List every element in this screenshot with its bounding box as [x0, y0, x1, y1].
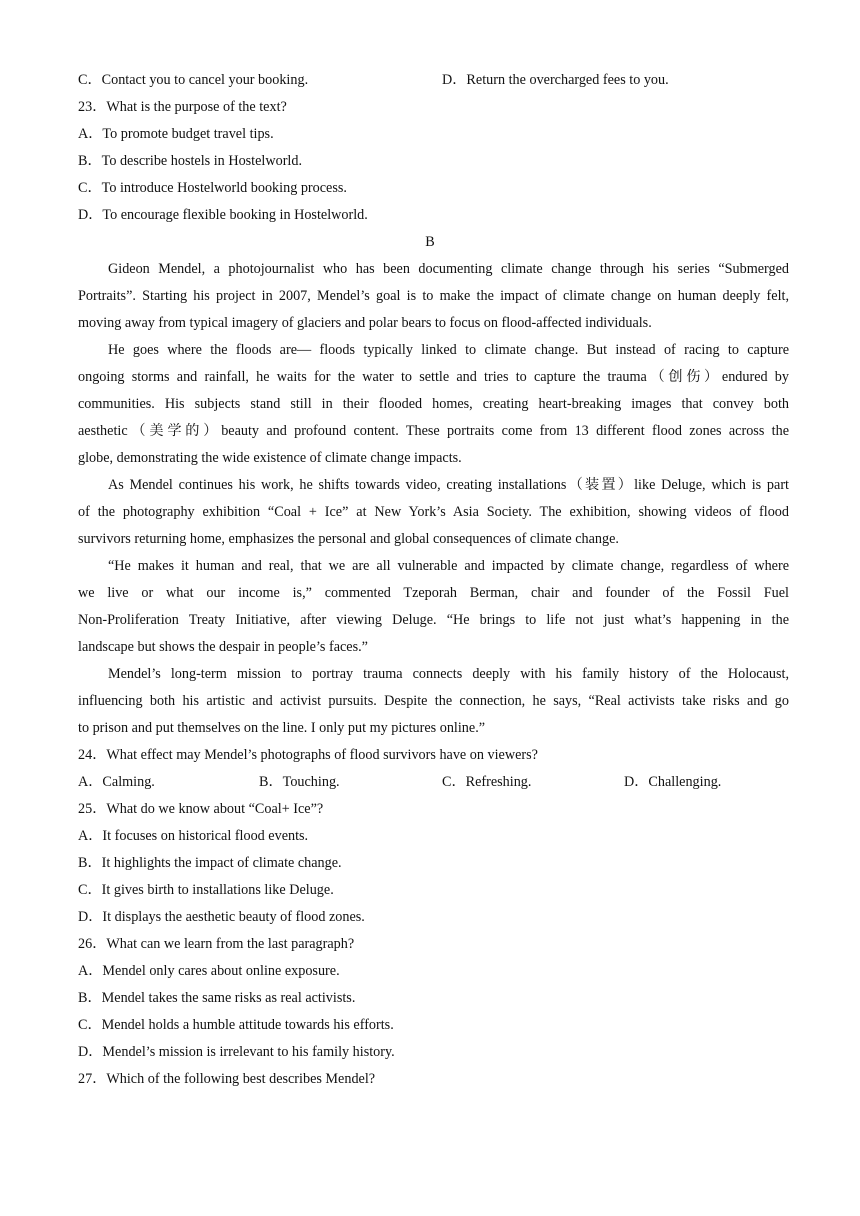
q23-option-b: B．To describe hostels in Hostelworld.: [78, 153, 303, 169]
q24-option-d: D．Challenging.: [624, 774, 722, 790]
passage-line: communities. His subjects stand still in their flooded homes, creating heart-breaking images that convey both: [78, 396, 789, 412]
passage-line: Gideon Mendel, a photojournalist who has been documenting climate change through his series “Submerged: [108, 261, 789, 277]
passage-line: landscape but shows the despair in people’s faces.”: [78, 639, 368, 655]
q26-option-b: B．Mendel takes the same risks as real activists.: [78, 990, 356, 1006]
passage-line: we live or what our income is,” commented Tzeporah Berman, chair and founder of the Fossil Fuel: [78, 585, 789, 601]
q26-stem: 26．What can we learn from the last paragraph?: [78, 936, 355, 952]
q26-option-c: C．Mendel holds a humble attitude towards his efforts.: [78, 1017, 394, 1033]
q24-option-b: B．Touching.: [259, 774, 340, 790]
passage-line: influencing both his artistic and activist pursuits. Despite the connection, he says, “Real activists take risks and go: [78, 693, 789, 709]
q25-stem: 25．What do we know about “Coal+ Ice”?: [78, 801, 324, 817]
q24-stem: 24．What effect may Mendel’s photographs of flood survivors have on viewers?: [78, 747, 538, 763]
q22-option-d: D．Return the overcharged fees to you.: [442, 72, 669, 88]
passage-line: Portraits”. Starting his project in 2007, Mendel’s goal is to make the impact of climate change on human deeply felt,: [78, 288, 789, 304]
q27-stem: 27．Which of the following best describes Mendel?: [78, 1071, 376, 1087]
q25-option-a: A．It focuses on historical flood events.: [78, 828, 309, 844]
q22-option-c: C．Contact you to cancel your booking.: [78, 72, 309, 88]
passage-line: “He makes it human and real, that we are all vulnerable and impacted by climate change, regardless of where: [108, 558, 789, 574]
q25-option-c: C．It gives birth to installations like Deluge.: [78, 882, 334, 898]
passage-line: He goes where the floods are— floods typically linked to climate change. But instead of racing to capture: [108, 342, 789, 358]
passage-line: Mendel’s long-term mission to portray trauma connects deeply with his family history of the Holocaust,: [108, 666, 789, 682]
passage-line: Non-Proliferation Treaty Initiative, after viewing Deluge. “He brings to life not just what’s happening in the: [78, 612, 789, 628]
q25-option-d: D．It displays the aesthetic beauty of flood zones.: [78, 909, 365, 925]
passage-line: ongoing storms and rainfall, he waits for the water to settle and tries to capture the trauma（创伤）endured by: [78, 369, 789, 385]
q25-option-b: B．It highlights the impact of climate change.: [78, 855, 342, 871]
q23-option-a: A．To promote budget travel tips.: [78, 126, 274, 142]
q26-option-d: D．Mendel’s mission is irrelevant to his family history.: [78, 1044, 395, 1060]
passage-line: globe, demonstrating the wide existence of climate change impacts.: [78, 450, 462, 466]
passage-line: survivors returning home, emphasizes the personal and global consequences of climate change.: [78, 531, 619, 547]
passage-line: As Mendel continues his work, he shifts towards video, creating installations（装置）like Deluge, which is part: [108, 477, 789, 493]
q23-stem: 23．What is the purpose of the text?: [78, 99, 287, 115]
q23-option-d: D．To encourage flexible booking in Hostelworld.: [78, 207, 368, 223]
passage-line: of the photography exhibition “Coal + Ice” at New York’s Asia Society. The exhibition, showing videos of flood: [78, 504, 789, 520]
passage-line: moving away from typical imagery of glaciers and polar bears to focus on flood-affected individuals.: [78, 315, 652, 331]
passage-line: to prison and put themselves on the line. I only put my pictures online.”: [78, 720, 486, 736]
q24-option-c: C．Refreshing.: [442, 774, 532, 790]
q23-option-c: C．To introduce Hostelworld booking process.: [78, 180, 347, 196]
passage-line: aesthetic（美学的）beauty and profound content. These portraits come from 13 different flood zones across the: [78, 423, 789, 439]
q24-option-a: A．Calming.: [78, 774, 155, 790]
q26-option-a: A．Mendel only cares about online exposure.: [78, 963, 340, 979]
section-heading: B: [425, 234, 435, 250]
